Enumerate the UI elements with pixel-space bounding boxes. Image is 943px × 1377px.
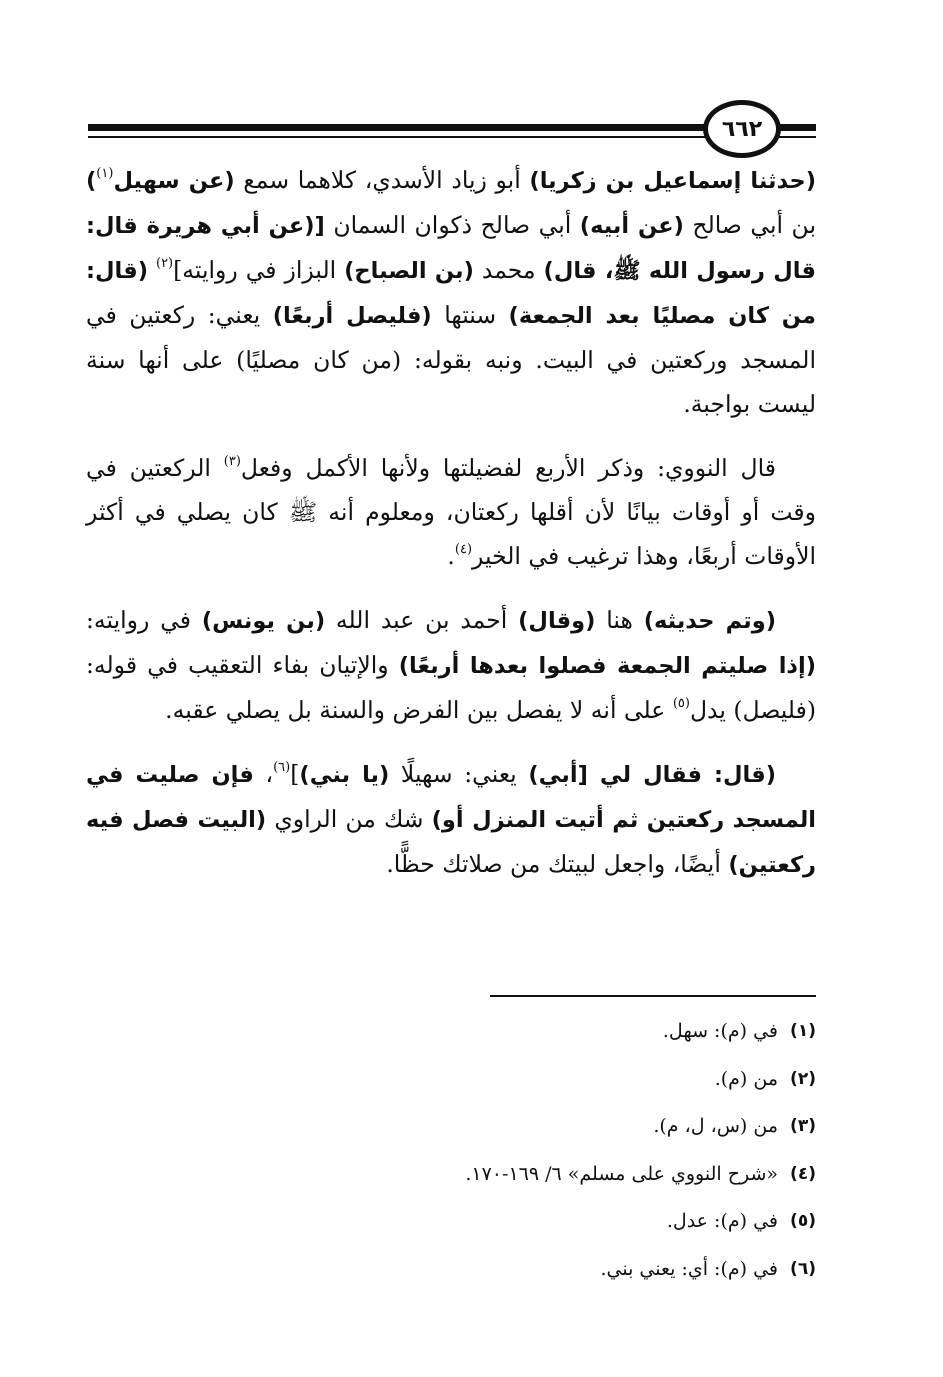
text-run: ]: [290, 760, 300, 788]
text-run: محمد: [473, 256, 544, 284]
text-run: والإتيان بفاء التعقيب في قوله: (فليصل) يدل: [86, 651, 816, 724]
footnote-number: (٥): [790, 1211, 816, 1231]
footnote-item: [300, 1008, 816, 1056]
text-run: البزاز في روايته]: [173, 256, 345, 284]
bold-text: فإن صليت في المسجد ركعتين ثم أتيت المنزل أو): [86, 762, 817, 833]
bold-text: [(عن أبي هريرة قال: قال رسول الله ﷺ، قال): [86, 213, 816, 284]
footnote-item: [300, 1246, 816, 1294]
footnote-ref: (٥): [672, 696, 690, 711]
bold-text: (فليصل أربعًا): [272, 303, 432, 329]
text-run: يعني: سهيلًا: [389, 760, 529, 788]
footnote-ref: (٤): [454, 542, 473, 557]
text-run: سنتها: [431, 301, 509, 329]
text-run: ،: [253, 760, 274, 788]
text-run: [148, 256, 156, 284]
bold-text: ): [86, 168, 97, 194]
text-run: في روايته:: [86, 606, 202, 634]
text-run: قال النووي: وذكر الأربع لفضيلتها ولأنها الأكمل وفعل: [240, 454, 776, 482]
header-rule-thin: [88, 136, 710, 138]
footnote-number: (٢): [790, 1068, 816, 1089]
bold-text: (يا بني): [299, 762, 390, 788]
paragraph-p3: [86, 598, 816, 732]
footnote-number: (٦): [790, 1258, 816, 1279]
paragraph-p4: [86, 752, 816, 887]
text-run: أحمد بن عبد الله: [325, 606, 519, 634]
bold-text: (وتم حديثه): [643, 608, 777, 634]
text-run: أبي صالح ذكوان السمان: [324, 211, 580, 239]
footnote-item: [300, 1198, 816, 1246]
header-rule-thick: [88, 124, 710, 131]
bold-text: (حدثنا إسماعيل بن زكريا): [529, 168, 817, 194]
text-run: يعني: ركعتين في المسجد وركعتين في البيت. ونبه بقوله: (من كان مصليًا) على أنها سنة ليست بواجبة.: [86, 301, 816, 418]
footnote-text: في (م): أي: يعني بني.: [600, 1257, 778, 1280]
footnote-text: في (م): عدل.: [666, 1210, 778, 1232]
bold-text: (عن أبيه): [579, 213, 684, 239]
paragraph-p1: [86, 158, 816, 426]
text-run: بن أبي صالح: [683, 211, 816, 239]
text-run: أبو زياد الأسدي، كلاهما سمع: [234, 166, 530, 194]
bold-text: (البيت فصل فيه ركعتين): [86, 807, 816, 878]
header-rule-right: [778, 124, 816, 131]
footnote-ref: (٦): [273, 760, 291, 775]
header-rule-right-thin: [778, 136, 816, 138]
footnote-number: (٣): [790, 1116, 816, 1136]
bold-text: (بن الصباح): [344, 258, 474, 284]
footnote-text: «شرح النووي على مسلم» ٦/ ١٦٩-١٧٠.: [465, 1162, 778, 1185]
page-number: ٦٦٢: [703, 100, 781, 158]
page-header: [0, 0, 943, 160]
bold-text: (قال: من كان مصليًا بعد الجمعة): [86, 258, 816, 329]
text-run: أيضًا، واجعل لبيتك من صلاتك حظًّا.: [386, 850, 729, 878]
footnote-separator: [490, 995, 816, 997]
footnote-item: [300, 1056, 816, 1104]
bold-text: (قال: فقال لي [أبي): [528, 762, 776, 788]
footnote-item: [300, 1103, 816, 1151]
footnote-ref: (١): [96, 166, 114, 181]
footnote-ref: (٢): [155, 256, 174, 271]
text-run: .: [447, 542, 455, 570]
footnote-number: (١): [790, 1021, 816, 1041]
bold-text: (عن سهيل: [113, 168, 235, 194]
bold-text: (وقال): [518, 608, 596, 634]
footnote-ref: (٣): [223, 454, 241, 469]
footnote-text: من (م).: [714, 1067, 778, 1090]
paragraph-p2: [86, 446, 816, 578]
footnote-item: [300, 1151, 816, 1199]
footnote-text: في (م): سهل.: [662, 1020, 778, 1042]
text-run: الركعتين في وقت أو أوقات بيانًا لأن أقلها ركعتان، ومعلوم أنه ﷺ كان يصلي في أكثر الأوقات أربعًا، وهذا ترغيب في الخير: [86, 454, 816, 570]
text-run: على أنه لا يفصل بين الفرض والسنة بل يصلي عقبه.: [165, 696, 673, 724]
bold-text: (بن يونس): [201, 608, 326, 634]
text-run: هنا: [595, 606, 644, 634]
footnote-number: (٤): [790, 1163, 816, 1184]
bold-text: (إذا صليتم الجمعة فصلوا بعدها أربعًا): [398, 653, 816, 679]
footnote-text: من (س، ل، م).: [653, 1115, 778, 1137]
footnotes: [300, 1008, 816, 1293]
main-text: [86, 158, 816, 907]
text-run: شك من الراوي: [266, 805, 432, 833]
